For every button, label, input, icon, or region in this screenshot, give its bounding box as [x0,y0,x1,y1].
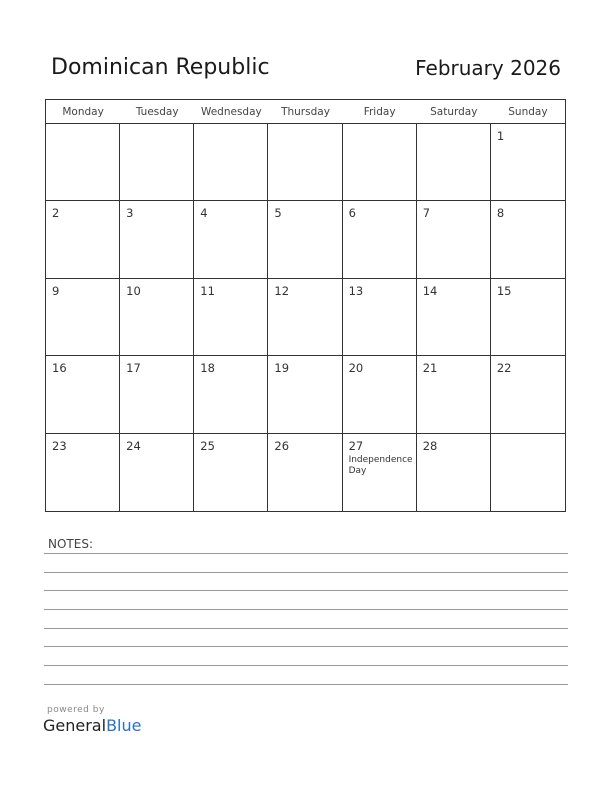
day-number: 27 [348,438,364,453]
notes-line [44,590,568,591]
weeks-grid [46,124,565,511]
day-number: 28 [422,438,438,453]
day-number: 3 [126,206,134,221]
notes-line [44,665,568,666]
day-cell [194,124,268,201]
day-cell [491,201,565,278]
day-cell [46,279,120,356]
day-number: 1 [496,129,505,143]
day-number: 26 [274,438,290,453]
weekday-friday: Friday [363,106,396,118]
day-number: 22 [496,361,512,376]
day-number: 14 [422,283,438,298]
day-cell [268,434,342,511]
day-cell [46,201,120,278]
day-cell [194,279,268,356]
notes-line [44,646,568,647]
day-cell [120,356,194,433]
day-number: 15 [496,283,512,298]
day-number: 21 [422,361,438,376]
day-number: 6 [348,206,356,221]
day-cell [491,279,565,356]
day-cell [120,201,194,278]
day-cell [417,279,491,356]
day-cell [343,434,417,511]
day-number: 12 [274,283,290,298]
weekday-saturday: Saturday [430,106,478,118]
holiday-label: Independence Day [348,454,413,476]
day-cell [343,201,417,278]
day-cell [417,201,491,278]
day-number: 20 [348,361,364,376]
day-number: 7 [422,206,431,221]
country-title: Dominican Republic [51,55,270,80]
day-number: 9 [52,283,60,298]
day-number: 11 [200,283,215,298]
weekday-monday: Monday [62,106,104,118]
notes-line [44,684,568,685]
day-cell [46,124,120,201]
weekday-thursday: Thursday [281,106,330,118]
day-cell [120,279,194,356]
day-cell [343,356,417,433]
weekday-tuesday: Tuesday [135,106,179,118]
weekday-header-row [46,100,565,124]
day-cell [491,356,565,433]
powered-by-text: powered by [47,705,105,715]
day-cell [491,124,565,201]
day-cell [194,201,268,278]
day-cell [194,434,268,511]
day-cell [194,356,268,433]
day-cell [417,356,491,433]
day-number: 16 [52,361,67,376]
month-title: February 2026 [415,56,561,80]
brand-blue-text: Blue [106,716,142,735]
notes-line [44,572,568,573]
calendar-grid [45,99,566,512]
day-number: 8 [496,206,505,221]
notes-line [44,553,568,554]
day-number: 19 [274,361,290,376]
notes-line [44,628,568,629]
day-cell [491,434,565,511]
day-cell [46,356,120,433]
notes-label: NOTES: [48,537,93,551]
day-number: 2 [52,206,60,221]
day-cell [268,279,342,356]
weekday-wednesday: Wednesday [200,106,262,118]
day-number: 23 [52,438,67,453]
day-cell [120,124,194,201]
day-number: 13 [348,283,364,298]
day-number: 4 [200,206,208,221]
day-number: 5 [274,206,282,221]
day-cell [268,356,342,433]
weekday-sunday: Sunday [508,106,548,118]
day-number: 25 [200,438,215,453]
notes-line [44,609,568,610]
day-cell [417,434,491,511]
day-number: 17 [126,361,141,376]
day-cell [268,201,342,278]
brand-general-text: General [43,716,107,735]
generalblue-logo [43,716,141,735]
day-cell [417,124,491,201]
day-number: 18 [200,361,215,376]
day-number: 24 [126,438,141,453]
day-cell [343,124,417,201]
day-cell [46,434,120,511]
day-cell [343,279,417,356]
day-cell [268,124,342,201]
day-number: 10 [126,283,141,298]
day-cell [120,434,194,511]
